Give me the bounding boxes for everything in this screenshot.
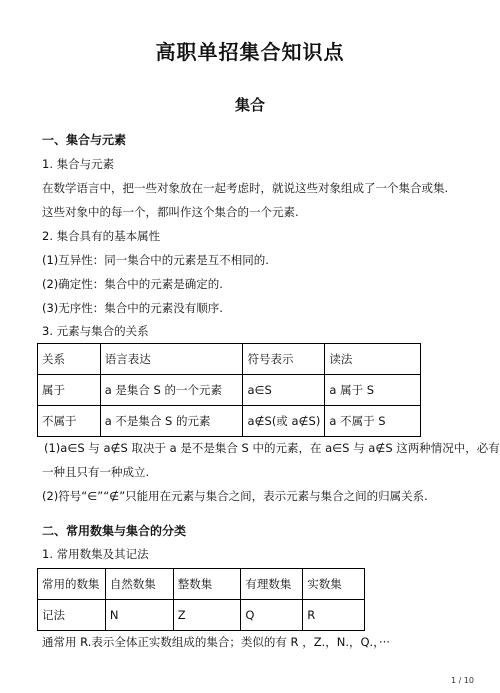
property-2: (2)确定性：集合中的元素是确定的. bbox=[42, 277, 223, 291]
note-1-line-2: 一种且只有一种成立. bbox=[42, 465, 150, 479]
table-cell: a 不是集合 S 的元素 bbox=[100, 406, 243, 437]
table-cell: Z bbox=[173, 600, 241, 631]
table-header-cell: 实数集 bbox=[303, 569, 365, 600]
table-cell: a∉S(或 a∉S) bbox=[243, 406, 325, 437]
document-subtitle: 集合 bbox=[234, 96, 265, 114]
table-header-cell: 语言表达 bbox=[100, 344, 243, 375]
table-row bbox=[38, 600, 365, 631]
table-row bbox=[38, 375, 421, 406]
section1-sub1-label: 1. 集合与元素 bbox=[42, 157, 115, 171]
table-cell: a 是集合 S 的一个元素 bbox=[100, 375, 243, 406]
section2-heading: 二、常用数集与集合的分类 bbox=[42, 524, 187, 538]
table-row bbox=[38, 406, 421, 437]
table-header-cell: 符号表示 bbox=[243, 344, 325, 375]
table-cell: Q bbox=[241, 600, 303, 631]
table-cell: 记法 bbox=[38, 600, 106, 631]
element-relation-table bbox=[37, 343, 421, 437]
table-header-cell: 关系 bbox=[38, 344, 101, 375]
table-header-cell: 常用的数集 bbox=[38, 569, 106, 600]
table-cell: a 属于 S bbox=[325, 375, 421, 406]
positive-reals-note: 通常用 R.表示全体正实数组成的集合；类似的有 R ，Z.，N.，Q.，··· bbox=[42, 635, 390, 649]
note-2: (2)符号“∈”“∉”只能用在元素与集合之间，表示元素与集合之间的归属关系. bbox=[42, 489, 428, 503]
property-1: (1)互异性：同一集合中的元素是互不相同的. bbox=[42, 253, 269, 267]
number-sets-table bbox=[37, 568, 365, 631]
document-title: 高职单招集合知识点 bbox=[155, 40, 345, 64]
table-header-cell: 整数集 bbox=[173, 569, 241, 600]
table-cell: a 不属于 S bbox=[325, 406, 421, 437]
table-header-cell: 读法 bbox=[325, 344, 421, 375]
page-number: 1 / 10 bbox=[450, 676, 474, 685]
table-header-cell: 自然数集 bbox=[105, 569, 173, 600]
section2-sub1-label: 1. 常用数集及其记法 bbox=[42, 547, 149, 561]
table-cell: R bbox=[303, 600, 365, 631]
table-header-row bbox=[38, 344, 421, 375]
definition-line-2: 这些对象中的每一个，都叫作这个集合的一个元素. bbox=[42, 205, 299, 219]
section1-sub2-label: 2. 集合具有的基本属性 bbox=[42, 229, 161, 243]
table-header-row bbox=[38, 569, 365, 600]
property-3: (3)无序性：集合中的元素没有顺序. bbox=[42, 301, 223, 315]
table-cell: a∈S bbox=[243, 375, 325, 406]
table-cell: N bbox=[105, 600, 173, 631]
table-header-cell: 有理数集 bbox=[241, 569, 303, 600]
definition-line-1: 在数学语言中，把一些对象放在一起考虑时，就说这些对象组成了一个集合或集. bbox=[42, 181, 449, 195]
note-1-line-1: (1)a∈S 与 a∉S 取决于 a 是不是集合 S 中的元素，在 a∈S 与 a∉S 这两种情况中，必有 bbox=[44, 441, 500, 455]
table-cell: 属于 bbox=[38, 375, 101, 406]
section1-sub3-label: 3. 元素与集合的关系 bbox=[42, 324, 149, 338]
table-cell: 不属于 bbox=[38, 406, 101, 437]
section1-heading: 一、集合与元素 bbox=[42, 133, 127, 147]
